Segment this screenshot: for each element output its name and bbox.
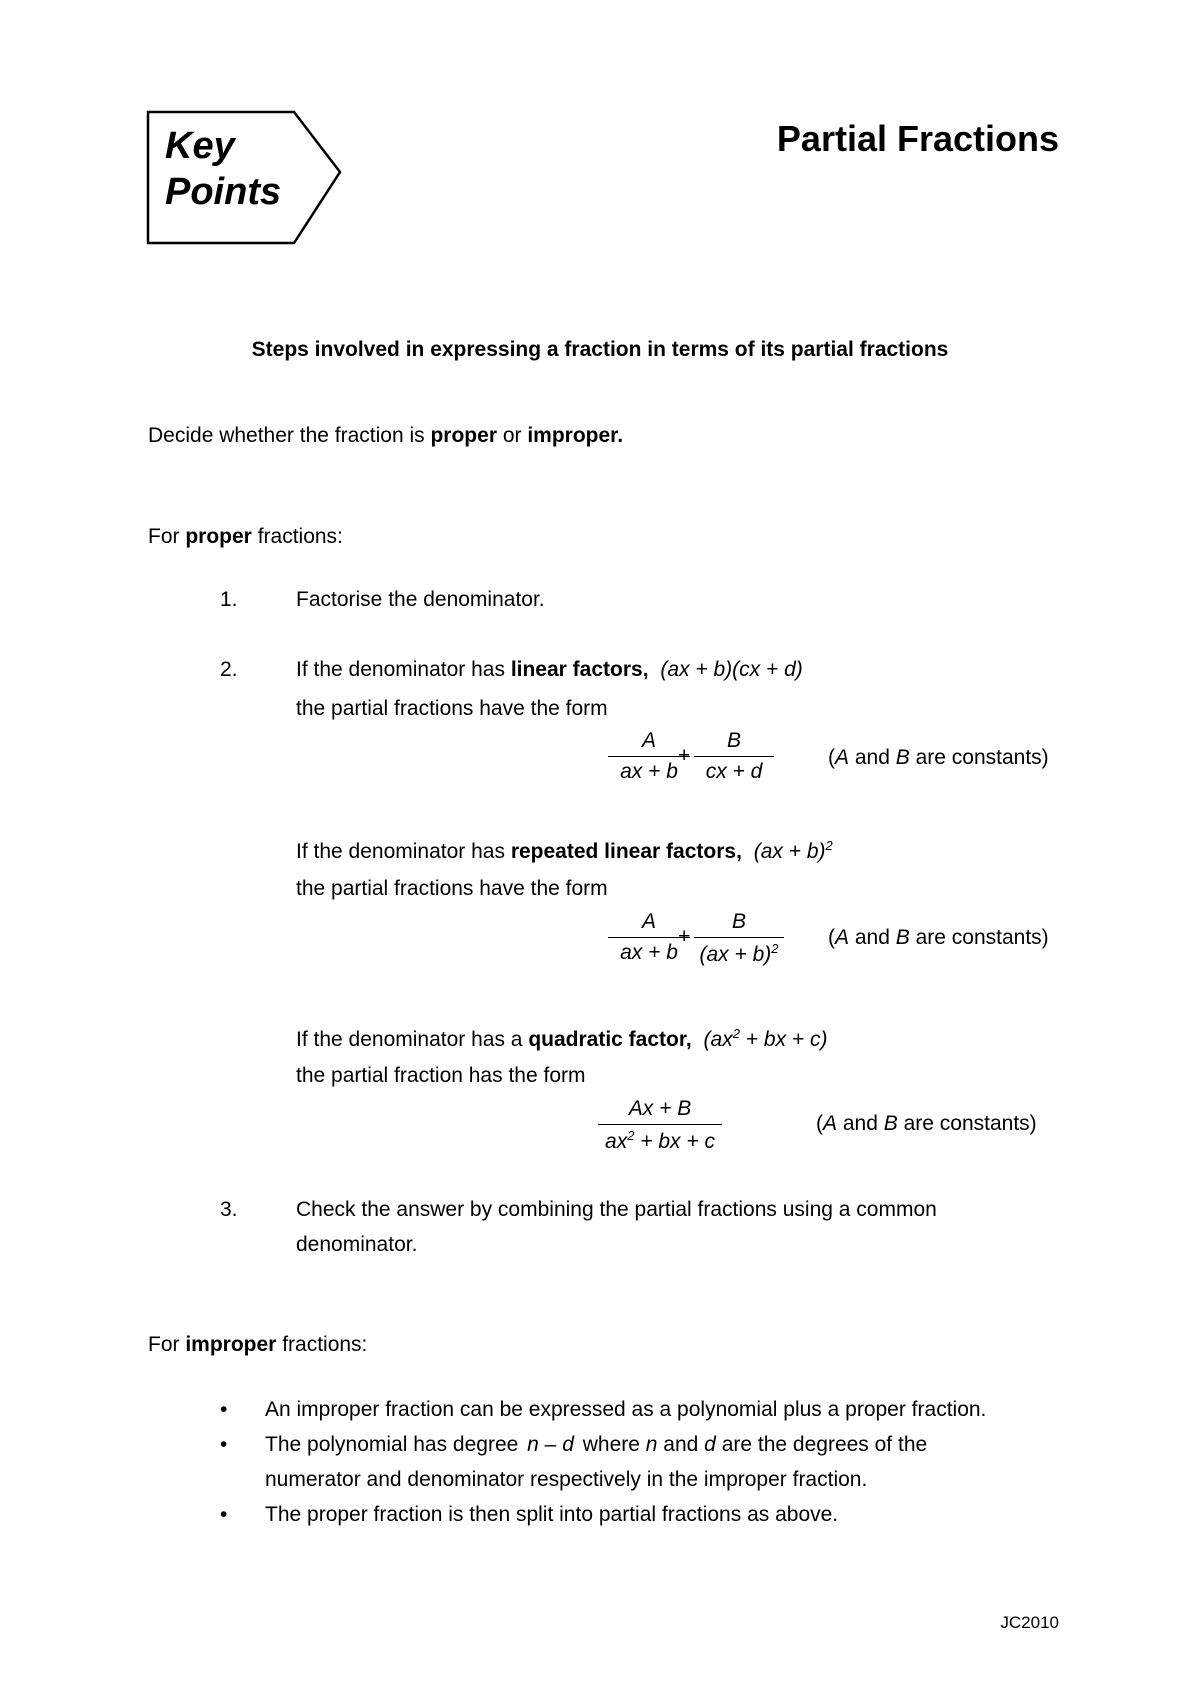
step-1-number: 1.	[220, 588, 238, 611]
step-1-text: Factorise the denominator.	[296, 588, 545, 611]
repeated-constants-note: (A and B are constants)	[828, 926, 1049, 949]
step-3-line-2: denominator.	[296, 1233, 418, 1256]
improper-heading: For improper fractions:	[148, 1333, 368, 1356]
quadratic-constants-note: (A and B are constants)	[816, 1112, 1037, 1135]
proper-heading: For proper fractions:	[148, 525, 343, 548]
repeated-fraction-a: $\frac{A}{ax + b}$	[608, 910, 690, 965]
bullet-3-dot: •	[220, 1503, 228, 1526]
linear-form-line: the partial fractions have the form	[296, 697, 608, 720]
repeated-plus: +	[678, 925, 691, 948]
badge-key: Key	[165, 125, 235, 167]
bullet-1-text: An improper fraction can be expressed as a polynomial plus a proper fraction.	[265, 1398, 987, 1421]
page-title: Partial Fractions	[776, 118, 1059, 159]
section-subtitle: Steps involved in expressing a fraction in terms of its partial fractions	[251, 338, 949, 361]
bullet-2-line-2: numerator and denominator respectively in the improper fraction.	[265, 1468, 868, 1491]
linear-factors-line: If the denominator has linear factors, (ax + b)(cx + d)	[296, 658, 803, 681]
linear-constants-note: (A and B are constants)	[828, 746, 1049, 769]
repeated-factors-expr: (ax + b)$^2$	[753, 838, 833, 863]
linear-fraction-b: $\frac{B}{cx + d}$	[694, 729, 774, 784]
quadratic-factor-expr: ($ax^2$ + bx + c)	[703, 1026, 828, 1051]
step-3-line-1: Check the answer by combining the partial fractions using a common	[296, 1198, 937, 1221]
bullet-2-text: The polynomial has degree n – d where n and d are the degrees of the	[265, 1433, 928, 1456]
bullet-3-text: The proper fraction is then split into partial fractions as above.	[265, 1503, 839, 1526]
bullet-1-dot: •	[220, 1398, 228, 1421]
quadratic-factor-line: If the denominator has a quadratic factor, ($ax^2$ + bx + c)	[296, 1026, 828, 1051]
repeated-factors-line: If the denominator has repeated linear factors, (ax + b)$^2$	[296, 838, 833, 863]
quadratic-fraction: $\frac{Ax + B}{ax^2 + bx + c}$	[598, 1097, 722, 1154]
step-2-number: 2.	[220, 658, 238, 681]
step-3-number: 3.	[220, 1198, 238, 1221]
repeated-fraction-b: $\frac{B}{(ax + b)^2}$	[694, 910, 784, 967]
decide-line: Decide whether the fraction is proper or improper.	[148, 424, 624, 447]
footer-code: JC2010	[1000, 1613, 1059, 1632]
bullet-2-dot: •	[220, 1433, 228, 1456]
badge-points: Points	[165, 171, 282, 213]
linear-plus: +	[678, 744, 691, 767]
quadratic-form-line: the partial fraction has the form	[296, 1064, 586, 1087]
linear-factors-expr: (ax + b)(cx + d)	[660, 658, 803, 681]
repeated-form-line: the partial fractions have the form	[296, 877, 608, 900]
linear-fraction-a: $\frac{A}{ax + b}$	[608, 729, 690, 784]
